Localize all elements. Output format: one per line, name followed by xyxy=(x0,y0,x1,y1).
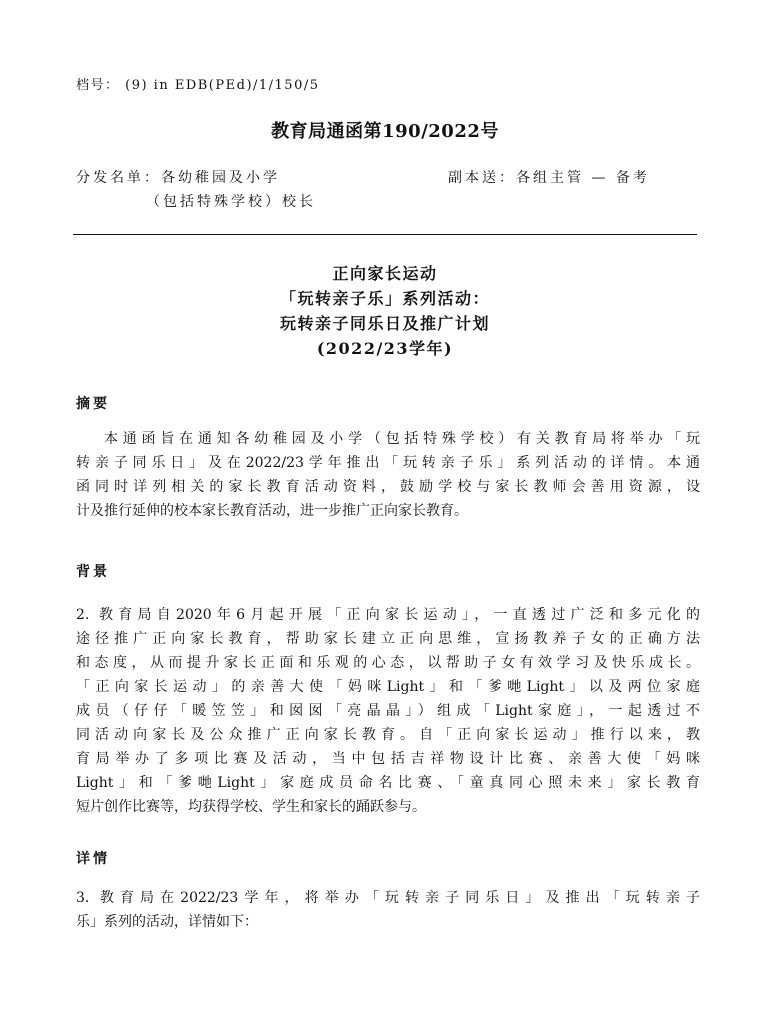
distribution-list-line2: （包括特殊学校）校长 xyxy=(146,194,316,210)
background-heading: 背景 xyxy=(76,564,110,580)
background-line: 短片创作比赛等，均获得学校、学生和家长的踊跃参与。 xyxy=(76,799,426,815)
summary-line: 转亲子同乐日」及在2022/23学年推出「玩转亲子乐」系列活动的详情。本通 xyxy=(76,455,700,471)
circular-number-title: 教育局通函第190/2022号 xyxy=(271,121,499,142)
background-line: 成员（仔仔「暖笠笠」和囡囡「亮晶晶」）组成「Light家庭」，一起透过不 xyxy=(76,703,700,719)
summary-heading: 摘要 xyxy=(76,396,110,412)
background-line: 同活动向家长及公众推广正向家长教育。自「正向家长运动」推行以来，教 xyxy=(76,727,700,743)
file-reference: 档号： (9) in EDB(PEd)/1/150/5 xyxy=(76,78,320,93)
document-title xyxy=(0,261,770,361)
details-paragraph xyxy=(76,886,700,934)
summary-paragraph xyxy=(76,427,700,523)
details-line: 乐」系列的活动，详情如下： xyxy=(76,914,258,930)
copy-to: 副本送：各组主管 — 备考 xyxy=(448,170,650,186)
background-paragraph xyxy=(76,603,700,819)
background-line: Light」和「爹哋Light」家庭成员命名比赛、「童真同心照未来」家长教育 xyxy=(76,775,700,791)
title-line-2: 「玩转亲子乐」系列活动： xyxy=(279,289,490,308)
summary-line: 计及推行延伸的校本家长教育活动，进一步推广正向家长教育。 xyxy=(76,503,468,519)
summary-line: 本通函旨在通知各幼稚园及小学（包括特殊学校）有关教育局将举办「玩 xyxy=(104,431,700,447)
title-line-1: 正向家长运动 xyxy=(332,264,438,283)
background-line: 途径推广正向家长教育，帮助家长建立正向思维，宣扬教养子女的正确方法 xyxy=(76,631,700,647)
distribution-list-line1: 分发名单：各幼稚园及小学 xyxy=(76,170,280,186)
background-line: 育局举办了多项比赛及活动，当中包括吉祥物设计比赛、亲善大使「妈咪 xyxy=(76,751,700,767)
details-heading: 详情 xyxy=(76,851,110,867)
summary-line: 函同时详列相关的家长教育活动资料，鼓励学校与家长教师会善用资源，设 xyxy=(76,479,700,495)
details-line: 3. 教育局在2022/23学年，将举办「玩转亲子同乐日」及推出「玩转亲子 xyxy=(76,890,700,906)
title-line-4: (2022/23学年) xyxy=(316,339,454,358)
background-line: 2. 教育局自2020年6月起开展「正向家长运动」，一直透过广泛和多元化的 xyxy=(76,607,700,623)
title-line-3: 玩转亲子同乐日及推广计划 xyxy=(279,314,490,333)
background-line: 「正向家长运动」的亲善大使「妈咪Light」和「爹哋Light」以及两位家庭 xyxy=(76,679,700,695)
background-line: 和态度，从而提升家长正面和乐观的心态，以帮助子女有效学习及快乐成长。 xyxy=(76,655,700,671)
header-divider xyxy=(73,234,697,235)
